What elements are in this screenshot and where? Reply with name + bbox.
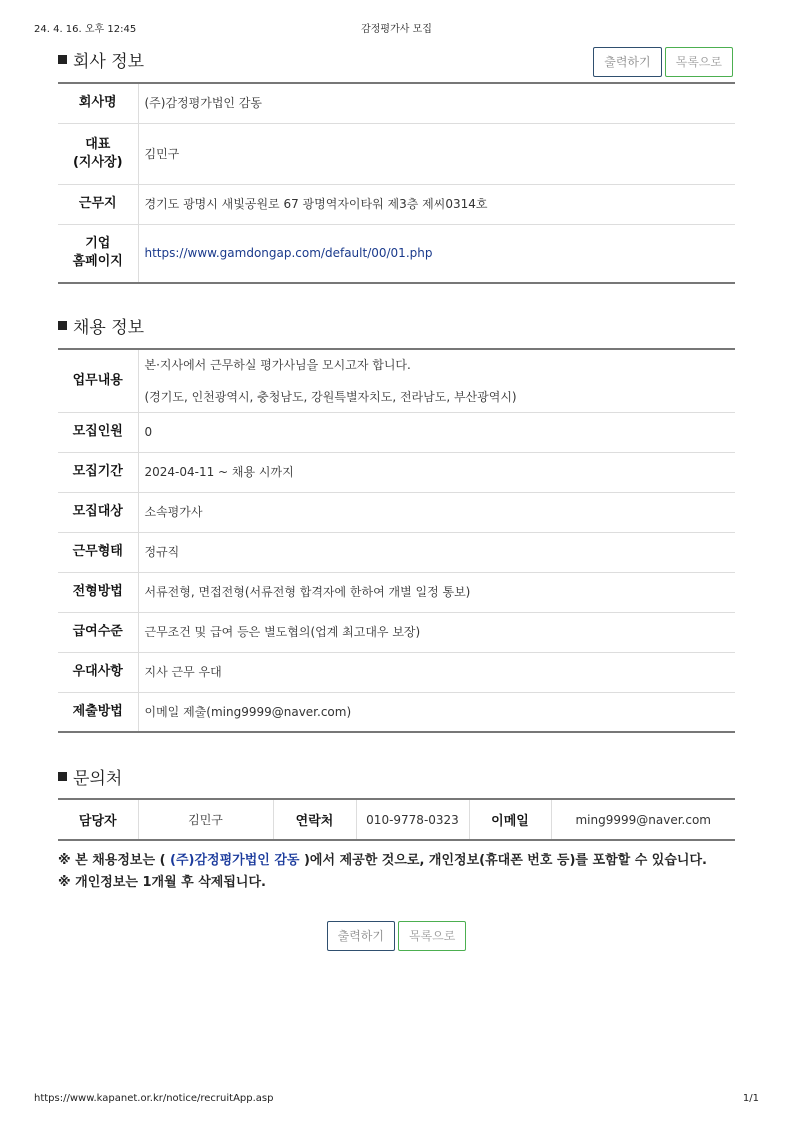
print-header — [34, 20, 759, 34]
row-label-line: 홈페이지 — [72, 254, 123, 270]
table-row — [58, 612, 735, 652]
manager-label: 담당자 — [58, 799, 138, 840]
notice-prefix: ※ 본 채용정보는 ( — [58, 853, 171, 868]
job-description-line: 본·지사에서 근무하실 평가사님을 모시고자 합니다. — [144, 357, 411, 372]
table-row — [58, 83, 735, 123]
row-label: 근무형태 — [58, 532, 138, 572]
email-value: ming9999@naver.com — [575, 812, 711, 827]
row-label: 우대사항 — [58, 652, 138, 692]
notice-company-name: (주)감정평가법인 감동 — [170, 853, 300, 868]
row-label — [58, 123, 138, 184]
table-row — [58, 349, 735, 412]
print-button[interactable]: 출력하기 — [593, 47, 661, 77]
row-label: 제출방법 — [58, 692, 138, 732]
top-button-group — [593, 47, 733, 77]
row-label: 업무내용 — [58, 349, 138, 412]
notice-line-1 — [58, 850, 735, 872]
recruit-section-title-text: 채용 정보 — [73, 318, 145, 338]
target-value: 소속평가사 — [138, 492, 735, 532]
phone-value: 010-9778-0323 — [356, 799, 469, 840]
back-to-list-button[interactable]: 목록으로 — [398, 921, 466, 951]
page-number: 1/1 — [742, 1093, 759, 1104]
recruit-section-title — [58, 313, 144, 338]
company-section-title-text: 회사 정보 — [73, 52, 145, 72]
row-label: 전형방법 — [58, 572, 138, 612]
table-row — [58, 532, 735, 572]
selection-method-value: 서류전형, 면접전형(서류전형 합격자에 한하여 개별 일정 통보) — [138, 572, 735, 612]
table-row — [58, 492, 735, 532]
print-button[interactable]: 출력하기 — [327, 921, 395, 951]
table-row — [58, 412, 735, 452]
manager-value: 김민구 — [138, 799, 273, 840]
row-label-line: 대표 — [85, 136, 111, 152]
homepage-link[interactable]: https://www.gamdongap.com/default/00/01.php — [144, 246, 433, 261]
table-row — [58, 224, 735, 283]
recruit-info-table — [58, 348, 735, 733]
submission-value: 이메일 제출(ming9999@naver.com) — [144, 704, 352, 719]
job-description-line: (경기도, 인천광역시, 충청남도, 강원특별자치도, 전라남도, 부산광역시) — [144, 389, 517, 404]
workplace-value: 경기도 광명시 새빛공원로 67 광명역자이타워 제3층 제씨0314호 — [138, 184, 735, 224]
bottom-button-group — [0, 921, 793, 951]
row-label: 모집인원 — [58, 412, 138, 452]
row-label: 모집기간 — [58, 452, 138, 492]
contact-table — [58, 798, 735, 841]
print-footer — [34, 1093, 759, 1107]
back-to-list-button[interactable]: 목록으로 — [665, 47, 733, 77]
row-label: 회사명 — [58, 83, 138, 123]
email-label: 이메일 — [469, 799, 551, 840]
ceo-value: 김민구 — [138, 123, 735, 184]
print-url: https://www.kapanet.or.kr/notice/recruitApp.asp — [34, 1093, 274, 1104]
table-row — [58, 572, 735, 612]
employment-type-value: 정규직 — [138, 532, 735, 572]
row-label — [58, 224, 138, 283]
contact-section-title — [58, 764, 122, 789]
notice-suffix: )에서 제공한 것으로, 개인정보(휴대폰 번호 등)를 포함할 수 있습니다. — [299, 853, 707, 868]
headcount-value: 0 — [138, 412, 735, 452]
row-label: 급여수준 — [58, 612, 138, 652]
salary-value: 근무조건 및 급여 등은 별도협의(업계 최고대우 보장) — [138, 612, 735, 652]
row-label-line: (지사장) — [72, 154, 123, 170]
notice-line-2: ※ 개인정보는 1개월 후 삭제됩니다. — [58, 875, 266, 890]
table-row — [58, 123, 735, 184]
table-row — [58, 692, 735, 732]
job-description-value — [138, 349, 735, 412]
privacy-notice — [58, 850, 735, 894]
contact-section-title-text: 문의처 — [73, 769, 123, 789]
table-row — [58, 184, 735, 224]
company-name-value: (주)감정평가법인 감동 — [138, 83, 735, 123]
square-bullet-icon — [58, 772, 67, 781]
table-row — [58, 799, 735, 840]
row-label: 모집대상 — [58, 492, 138, 532]
square-bullet-icon — [58, 55, 67, 64]
homepage-cell — [138, 224, 735, 283]
row-label-line: 기업 — [85, 236, 111, 252]
preference-value: 지사 근무 우대 — [138, 652, 735, 692]
table-row — [58, 452, 735, 492]
company-section-title — [58, 47, 144, 72]
table-row — [58, 652, 735, 692]
phone-label: 연락처 — [273, 799, 356, 840]
print-page-title: 감정평가사 모집 — [361, 24, 432, 35]
print-date: 24. 4. 16. 오후 12:45 — [34, 24, 137, 35]
row-label: 근무지 — [58, 184, 138, 224]
square-bullet-icon — [58, 321, 67, 330]
period-value: 2024-04-11 ~ 채용 시까지 — [138, 452, 735, 492]
company-info-table — [58, 82, 735, 284]
